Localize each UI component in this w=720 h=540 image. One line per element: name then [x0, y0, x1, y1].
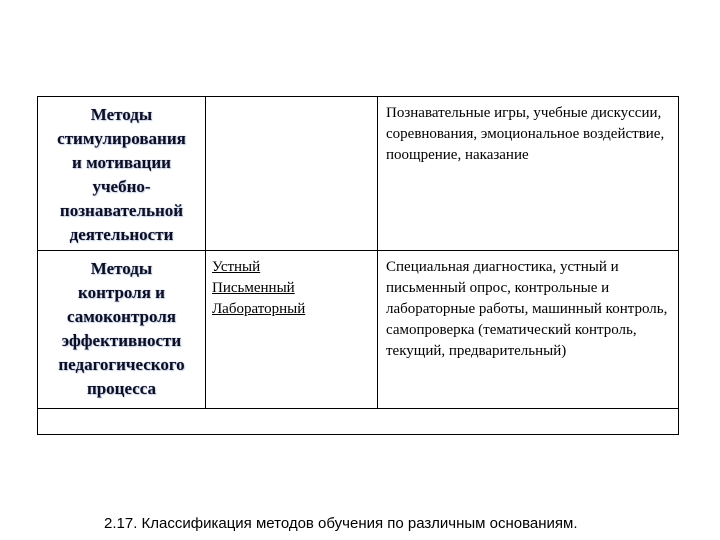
- empty-table-row: [38, 409, 679, 435]
- method-forms-cell: [206, 251, 378, 409]
- heading-line: и мотивации: [72, 153, 171, 172]
- table-row: [38, 251, 679, 409]
- form-item: Письменный: [212, 280, 295, 296]
- form-item: Устный: [212, 259, 261, 275]
- table-row: [38, 97, 679, 251]
- heading-line: контроля и: [78, 283, 165, 302]
- heading-line: деятельности: [69, 225, 174, 244]
- heading-line: эффективности: [61, 331, 182, 350]
- method-description: Специальная диагностика, устный и письменный опрос, контрольные и лабораторные работы, машинный контроль, самопроверка (тематический контроль, текущий, предварительный): [378, 251, 679, 409]
- heading-line: самоконтроля: [67, 307, 176, 326]
- method-forms-cell: [206, 97, 378, 251]
- form-item: Лабораторный: [212, 301, 306, 317]
- heading-line: процесса: [86, 379, 157, 398]
- methods-classification-table: [37, 96, 679, 435]
- heading-line: познавательной: [59, 201, 184, 220]
- method-group-heading: [38, 97, 206, 251]
- method-group-heading: [38, 251, 206, 409]
- method-description: Познавательные игры, учебные дискуссии, соревнования, эмоциональное воздействие, поощрение, наказание: [378, 97, 679, 251]
- empty-cell: [38, 409, 679, 435]
- figure-caption: 2.17. Классификация методов обучения по различным основаниям.: [104, 515, 578, 532]
- heading-line: Методы: [90, 105, 153, 124]
- heading-line: стимулирования: [57, 129, 186, 148]
- heading-line: педагогического: [58, 355, 185, 374]
- heading-line: учебно-: [92, 177, 151, 196]
- heading-line: Методы: [90, 259, 153, 278]
